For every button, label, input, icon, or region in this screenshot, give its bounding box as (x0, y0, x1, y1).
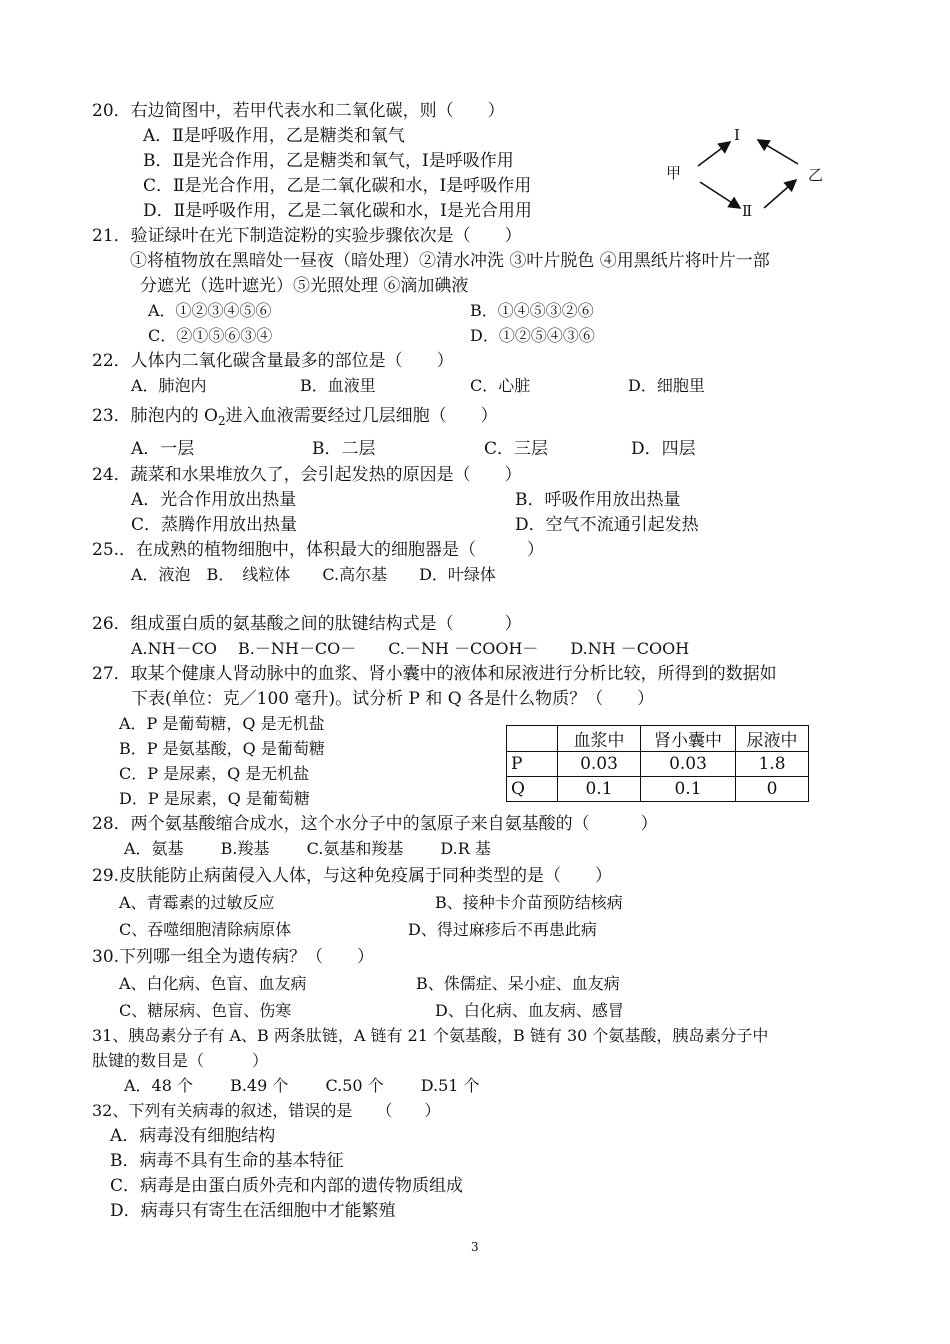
table-cell: 1.8 (736, 752, 809, 777)
q24-stem: 24．蔬菜和水果堆放久了，会引起发热的原因是（ ） (92, 465, 522, 485)
q23-stem (92, 405, 498, 432)
q26-options: A.NH－CO B.－NH－CO－ C.－NH －COOH－ D.NH －COOH (131, 639, 690, 658)
table-cell: 0 (736, 777, 809, 802)
q24-option-b: B．呼吸作用放出热量 (515, 490, 681, 510)
table-cell: 0.1 (558, 777, 641, 802)
q29-option-b: B、接种卡介苗预防结核病 (435, 893, 623, 912)
table-row (507, 752, 809, 777)
q21-steps-line1: ①将植物放在黑暗处一昼夜（暗处理）②清水冲洗 ③叶片脱色 ④用黑纸片将叶片一部 (130, 251, 770, 271)
diagram-label-i: Ⅰ (734, 126, 740, 144)
q32-option-d: D．病毒只有寄生在活细胞中才能繁殖 (110, 1201, 396, 1221)
table-header-cell (507, 726, 558, 752)
q23-option-b: B．二层 (312, 439, 376, 459)
diagram-label-ii: Ⅱ (742, 202, 753, 220)
arrow-ii-to-yi (764, 180, 796, 208)
q30-option-a: A、白化病、色盲、血友病 (119, 974, 307, 993)
q27-option-c: C．P 是尿素，Q 是无机盐 (119, 764, 310, 783)
q27-data-table (506, 725, 809, 802)
q20-option-c: C．Ⅱ是光合作用，乙是二氧化碳和水，Ⅰ是呼吸作用 (143, 176, 532, 196)
q31-stem-line2: 肽键的数目是（ ） (92, 1051, 269, 1070)
diagram-label-jia: 甲 (666, 164, 682, 182)
q21-option-c: C．②①⑤⑥③④ (148, 326, 273, 345)
q27-option-d: D．P 是尿素，Q 是葡萄糖 (119, 789, 310, 808)
q29-stem: 29.皮肤能防止病菌侵入人体，与这种免疫属于同种类型的是（ ） (92, 866, 613, 886)
arrow-jia-to-ii (700, 182, 740, 208)
q23-option-a: A．一层 (131, 439, 195, 459)
q22-stem: 22．人体内二氧化碳含量最多的部位是（ ） (92, 351, 454, 371)
q21-steps-line2: 分遮光（选叶遮光）⑤光照处理 ⑥滴加碘液 (140, 276, 469, 296)
table-row (507, 777, 809, 802)
diagram-arrows (660, 122, 840, 227)
q20-cycle-diagram (660, 122, 840, 227)
table-header-cell: 尿液中 (736, 726, 809, 752)
q29-option-d: D、得过麻疹后不再患此病 (408, 920, 597, 939)
q27-option-a: A．P 是葡萄糖，Q 是无机盐 (119, 714, 325, 733)
q32-stem: 32、下列有关病毒的叙述，错误的是 （ ） (92, 1101, 441, 1120)
q23-stem-post: 进入血液需要经过几层细胞（ ） (225, 406, 498, 426)
q27-stem-line1: 27．取某个健康人肾动脉中的血浆、肾小囊中的液体和尿液进行分析比较，所得到的数据如 (92, 664, 777, 684)
q22-option-b: B．血液里 (300, 376, 376, 395)
page-number: 3 (471, 1240, 479, 1254)
table-cell: P (507, 752, 558, 777)
q24-option-c: C．蒸腾作用放出热量 (131, 515, 298, 535)
table-cell: 0.03 (641, 752, 736, 777)
q26-stem: 26．组成蛋白质的氨基酸之间的肽键结构式是（ ） (92, 614, 522, 634)
q21-stem: 21．验证绿叶在光下制造淀粉的实验步骤依次是（ ） (92, 226, 522, 246)
q30-option-c: C、糖尿病、色盲、伤寒 (119, 1001, 292, 1020)
q30-option-b: B、侏儒症、呆小症、血友病 (416, 974, 620, 993)
q21-option-b: B．①④⑤③②⑥ (470, 301, 594, 320)
q25-options: A．液泡 B． 线粒体 C.高尔基 D．叶绿体 (131, 565, 496, 584)
q30-stem: 30.下列哪一组全为遗传病？（ ） (92, 947, 375, 967)
q29-option-a: A、青霉素的过敏反应 (119, 893, 275, 912)
q23-option-d: D．四层 (631, 439, 696, 459)
q23-option-c: C．三层 (484, 439, 549, 459)
table-header-cell: 血浆中 (558, 726, 641, 752)
diagram-label-yi: 乙 (808, 166, 824, 184)
q31-stem-line1: 31、胰岛素分子有 A、B 两条肽链，A 链有 21 个氨基酸，B 链有 30 个氨基酸，胰岛素分子中 (92, 1026, 769, 1045)
q27-stem-line2: 下表(单位：克／100 毫升)。试分析 P 和 Q 各是什么物质？（ ） (131, 689, 655, 709)
q20-stem: 20．右边简图中，若甲代表水和二氧化碳，则（ ） (92, 101, 505, 121)
q21-option-a: A．①②③④⑤⑥ (148, 301, 272, 320)
q22-option-a: A．肺泡内 (131, 376, 207, 395)
arrow-yi-to-i (758, 140, 798, 164)
q24-option-a: A．光合作用放出热量 (131, 490, 297, 510)
table-header-cell: 肾小囊中 (641, 726, 736, 752)
arrow-jia-to-i (698, 142, 730, 166)
q31-options: A．48 个 B.49 个 C.50 个 D.51 个 (124, 1076, 480, 1095)
q22-option-d: D．细胞里 (628, 376, 705, 395)
table-cell: Q (507, 777, 558, 802)
q25-stem: 25.．在成熟的植物细胞中，体积最大的细胞器是（ ） (92, 540, 545, 560)
q22-option-c: C．心脏 (470, 376, 531, 395)
q32-option-c: C．病毒是由蛋白质外壳和内部的遗传物质组成 (110, 1176, 464, 1196)
q20-option-a: A．Ⅱ是呼吸作用，乙是糖类和氧气 (143, 126, 405, 146)
q32-option-b: B．病毒不具有生命的基本特征 (110, 1151, 344, 1171)
q27-option-b: B．P 是氨基酸，Q 是葡萄糖 (119, 739, 325, 758)
q23-stem-pre: 23．肺泡内的 O (92, 406, 218, 426)
table-header-row (507, 726, 809, 752)
q28-options: A．氨基 B.羧基 C.氨基和羧基 D.R 基 (124, 839, 491, 858)
q20-option-d: D．Ⅱ是呼吸作用，乙是二氧化碳和水，Ⅰ是光合用用 (143, 201, 532, 221)
q32-option-a: A．病毒没有细胞结构 (110, 1126, 276, 1146)
table-cell: 0.1 (641, 777, 736, 802)
q20-option-b: B．Ⅱ是光合作用，乙是糖类和氧气，Ⅰ是呼吸作用 (143, 151, 514, 171)
table-cell: 0.03 (558, 752, 641, 777)
q23-stem-subscript: 2 (217, 414, 226, 428)
q29-option-c: C、吞噬细胞清除病原体 (119, 920, 292, 939)
q28-stem: 28．两个氨基酸缩合成水，这个水分子中的氢原子来自氨基酸的（ ） (92, 814, 658, 834)
q30-option-d: D、白化病、血友病、感冒 (435, 1001, 624, 1020)
q24-option-d: D．空气不流通引起发热 (515, 515, 699, 535)
q21-option-d: D．①②⑤④③⑥ (470, 326, 595, 345)
